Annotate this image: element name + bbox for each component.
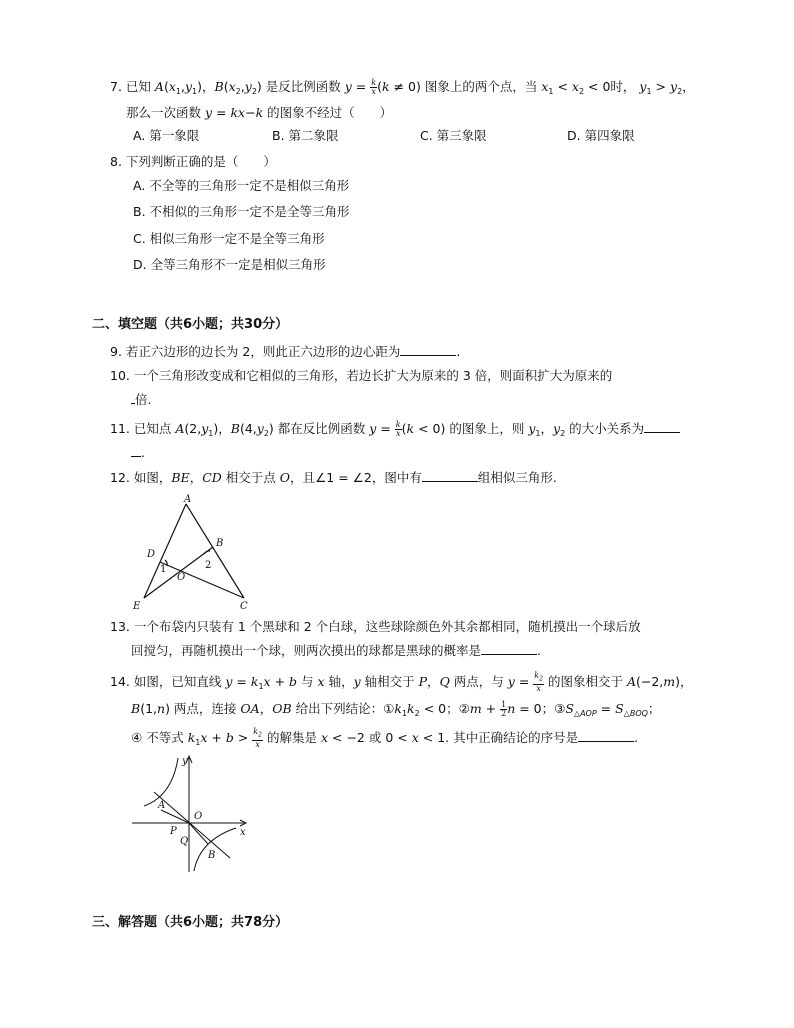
q13-answer-blank[interactable] (481, 641, 537, 655)
q14-circle-2: ② (458, 701, 470, 716)
q12-triangle-figure (128, 492, 258, 614)
q7-option-d[interactable]: D. 第四象限 (567, 128, 635, 143)
q7-number: 7. (110, 79, 122, 94)
q13-text-1: 一个布袋内只装有 1 个黑球和 2 个白球，这些球除颜色外其余都相同，随机摸出一个球后放 (133, 619, 641, 634)
line-ac (186, 504, 244, 598)
segment-oa (161, 810, 189, 823)
q14-circle-3: ③ (554, 701, 566, 716)
label-b: B (216, 538, 224, 549)
q14-text-l3b: 的解集是 (266, 730, 317, 745)
label-o: O (194, 811, 203, 822)
q11-text-2: 都在反比例函数 (277, 421, 366, 436)
q12-text-3: ，且 (290, 470, 316, 485)
q9-text: 若正六边形的边长为 2，则此正六边形的边心距为 (125, 344, 401, 359)
q8-stem-text: 下列判断正确的是（ ） (125, 154, 276, 169)
label-a: A (184, 494, 192, 505)
q14-number: 14. (110, 673, 130, 689)
angle-2-arc (204, 551, 210, 554)
q10-line1 (110, 367, 612, 385)
hyperbola-branch-upper (144, 758, 178, 806)
q12: 12. 如图，BE，CD 相交于点 O，且∠1 = ∠2，图中有 组相似三角形. (110, 470, 557, 485)
q13-text-2: 回搅匀，再随机摸出一个球，则两次摸出的球都是黑球的概率是 (131, 643, 482, 658)
q11-text-1: 已知点 (133, 421, 172, 436)
q11-answer-blank[interactable] (644, 419, 680, 433)
q11-text-3: 的图象上，则 (449, 421, 525, 436)
q7-option-c[interactable]: C. 第三象限 (420, 128, 487, 143)
q7-point-a: A (154, 79, 164, 94)
q8-option-a[interactable]: A. 不全等的三角形一定不是相似三角形 (133, 178, 350, 193)
q14-line2: B(1,n) 两点，连接 OA，OB 给出下列结论：$①k_1k_2 < 0$；②m + $\frac{1}{2}$ n = 0；$③S_{\triangle AOP} = S_{\triangle BOQ}$； (131, 700, 661, 718)
q11-text-4: 的大小关系为 (569, 421, 645, 436)
q11-line1: 11. 已知点 $A(2,y_1)$，$B(4,y_2)$ 都在反比例函数 y = $\frac{k}{x}$ (k < 0) 的图象上，则 $y_1$，$y_2$ 的大小关系为 (110, 419, 680, 443)
label-angle-1: 1 (160, 564, 167, 575)
q14-text-l2b: 给出下列结论： (295, 701, 384, 716)
q14-text-l3a: 不等式 (146, 730, 184, 745)
q7-line2-a: 那么一次函数 (126, 105, 202, 120)
q13-end: . (537, 643, 541, 658)
q8-option-c[interactable]: C. 相似三角形一定不是全等三角形 (133, 231, 325, 246)
q9 (110, 342, 460, 361)
label-y: y (182, 756, 188, 767)
q14-end: . (634, 730, 639, 745)
section-3-heading: 三、解答题（共6小题；共78分） (92, 915, 289, 930)
q13-number: 13. (110, 619, 130, 634)
q12-text-4: ，图中有 (371, 470, 422, 485)
q8-option-d[interactable]: D. 全等三角形不一定是相似三角形 (133, 257, 326, 272)
q7-line1: 7. 已知 $A(x_1,y_1)$，$B(x_2,y_2)$ 是反比例函数 y = $\frac{k}{x}$ (k ≠ 0) 图象上的两个点，当 $x_1 < x_2 < 0$时， $y_1 > y_2$， (110, 78, 695, 96)
q14-text-6: 的图象相交于 (547, 673, 623, 689)
q12-text-1: 如图， (133, 470, 172, 485)
label-a: A (158, 800, 166, 811)
q9-answer-blank[interactable] (400, 342, 456, 356)
q14-text-l3c: 或 (368, 730, 382, 745)
q7-option-a[interactable]: A. 第一象限 (133, 128, 200, 143)
q7-fraction: $\frac{k}{x}$ (371, 78, 377, 96)
q9-number: 9. (110, 344, 122, 359)
q14-circle-1: ① (383, 701, 395, 716)
q7-line2-b: 的图象不经过（ ） (267, 105, 393, 120)
q7-option-b[interactable]: B. 第二象限 (272, 128, 339, 143)
label-q: Q (180, 836, 189, 847)
segment-ob (189, 823, 208, 844)
q14-text-4: 轴相交于 (364, 673, 415, 689)
label-angle-2: 2 (205, 560, 212, 571)
q13-line1 (110, 618, 641, 636)
q7-text-2: 是反比例函数 (265, 79, 341, 94)
q9-end: . (456, 344, 461, 359)
q14-text-1: 如图，已知直线 (133, 673, 222, 689)
q11-number: 11. (110, 421, 130, 436)
q12-number: 12. (110, 470, 130, 485)
q13-line2 (131, 641, 541, 660)
line-dc (160, 562, 244, 598)
q7-text-1: 已知 (125, 79, 151, 94)
section-2-heading: 二、填空题（共6小题；共30分） (92, 317, 289, 332)
q14-line3: ④ 不等式 $k_1x + b$ > $\frac{k_2}{x}$ 的解集是 x < −2 或 0 < x < 1. 其中正确结论的序号是 . (131, 727, 639, 749)
q7-text-3: 图象上的两个点，当 (424, 79, 538, 94)
q14-text-2: 与 (301, 673, 314, 689)
q10-number: 10. (110, 368, 130, 383)
q14-text-l2a: 两点，连接 (173, 701, 237, 716)
q8-option-b[interactable]: B. 不相似的三角形一定不是全等三角形 (133, 204, 350, 219)
q14-answer-blank[interactable] (578, 728, 634, 742)
q10-text-2: 倍. (135, 392, 152, 407)
q14-text-3: 轴， (328, 673, 354, 689)
label-b: B (208, 850, 216, 861)
label-p: P (170, 826, 177, 837)
q10-line2 (131, 390, 151, 409)
label-d: D (147, 549, 156, 560)
q11-line2 (131, 443, 145, 462)
q14-line1: 14. 如图，已知直线 $y = k_1x + b$ 与 x 轴，y 轴相交于 P，Q 两点，与 y = $\frac{k_2}{x}$ 的图象相交于 A(−2,m)， (110, 671, 693, 693)
q7-line2: 那么一次函数 y = kx−k 的图象不经过（ ） (126, 105, 393, 120)
line-ab (154, 792, 230, 858)
q8-stem (110, 153, 276, 171)
q14-circle-4: ④ (131, 730, 143, 745)
q11-answer-blank-cont[interactable] (131, 443, 141, 457)
q7-text-4: 时， (610, 79, 636, 94)
label-x: x (240, 827, 246, 838)
q14-graph-figure (128, 754, 254, 876)
q11-end: . (141, 445, 145, 460)
q8-number: 8. (110, 154, 122, 169)
q14-text-5: 两点，与 (453, 673, 504, 689)
q12-answer-blank[interactable] (422, 468, 478, 482)
q12-text-5: 组相似三角形. (477, 470, 557, 485)
q12-text-2: 相交于点 (225, 470, 276, 485)
label-c: C (240, 601, 248, 612)
label-o: O (177, 572, 186, 583)
q10-text-1: 一个三角形改变成和它相似的三角形，若边长扩大为原来的 3 倍，则面积扩大为原来的 (133, 368, 613, 383)
label-e: E (133, 601, 141, 612)
q14-text-l3d: . 其中正确结论的序号是 (445, 730, 579, 745)
